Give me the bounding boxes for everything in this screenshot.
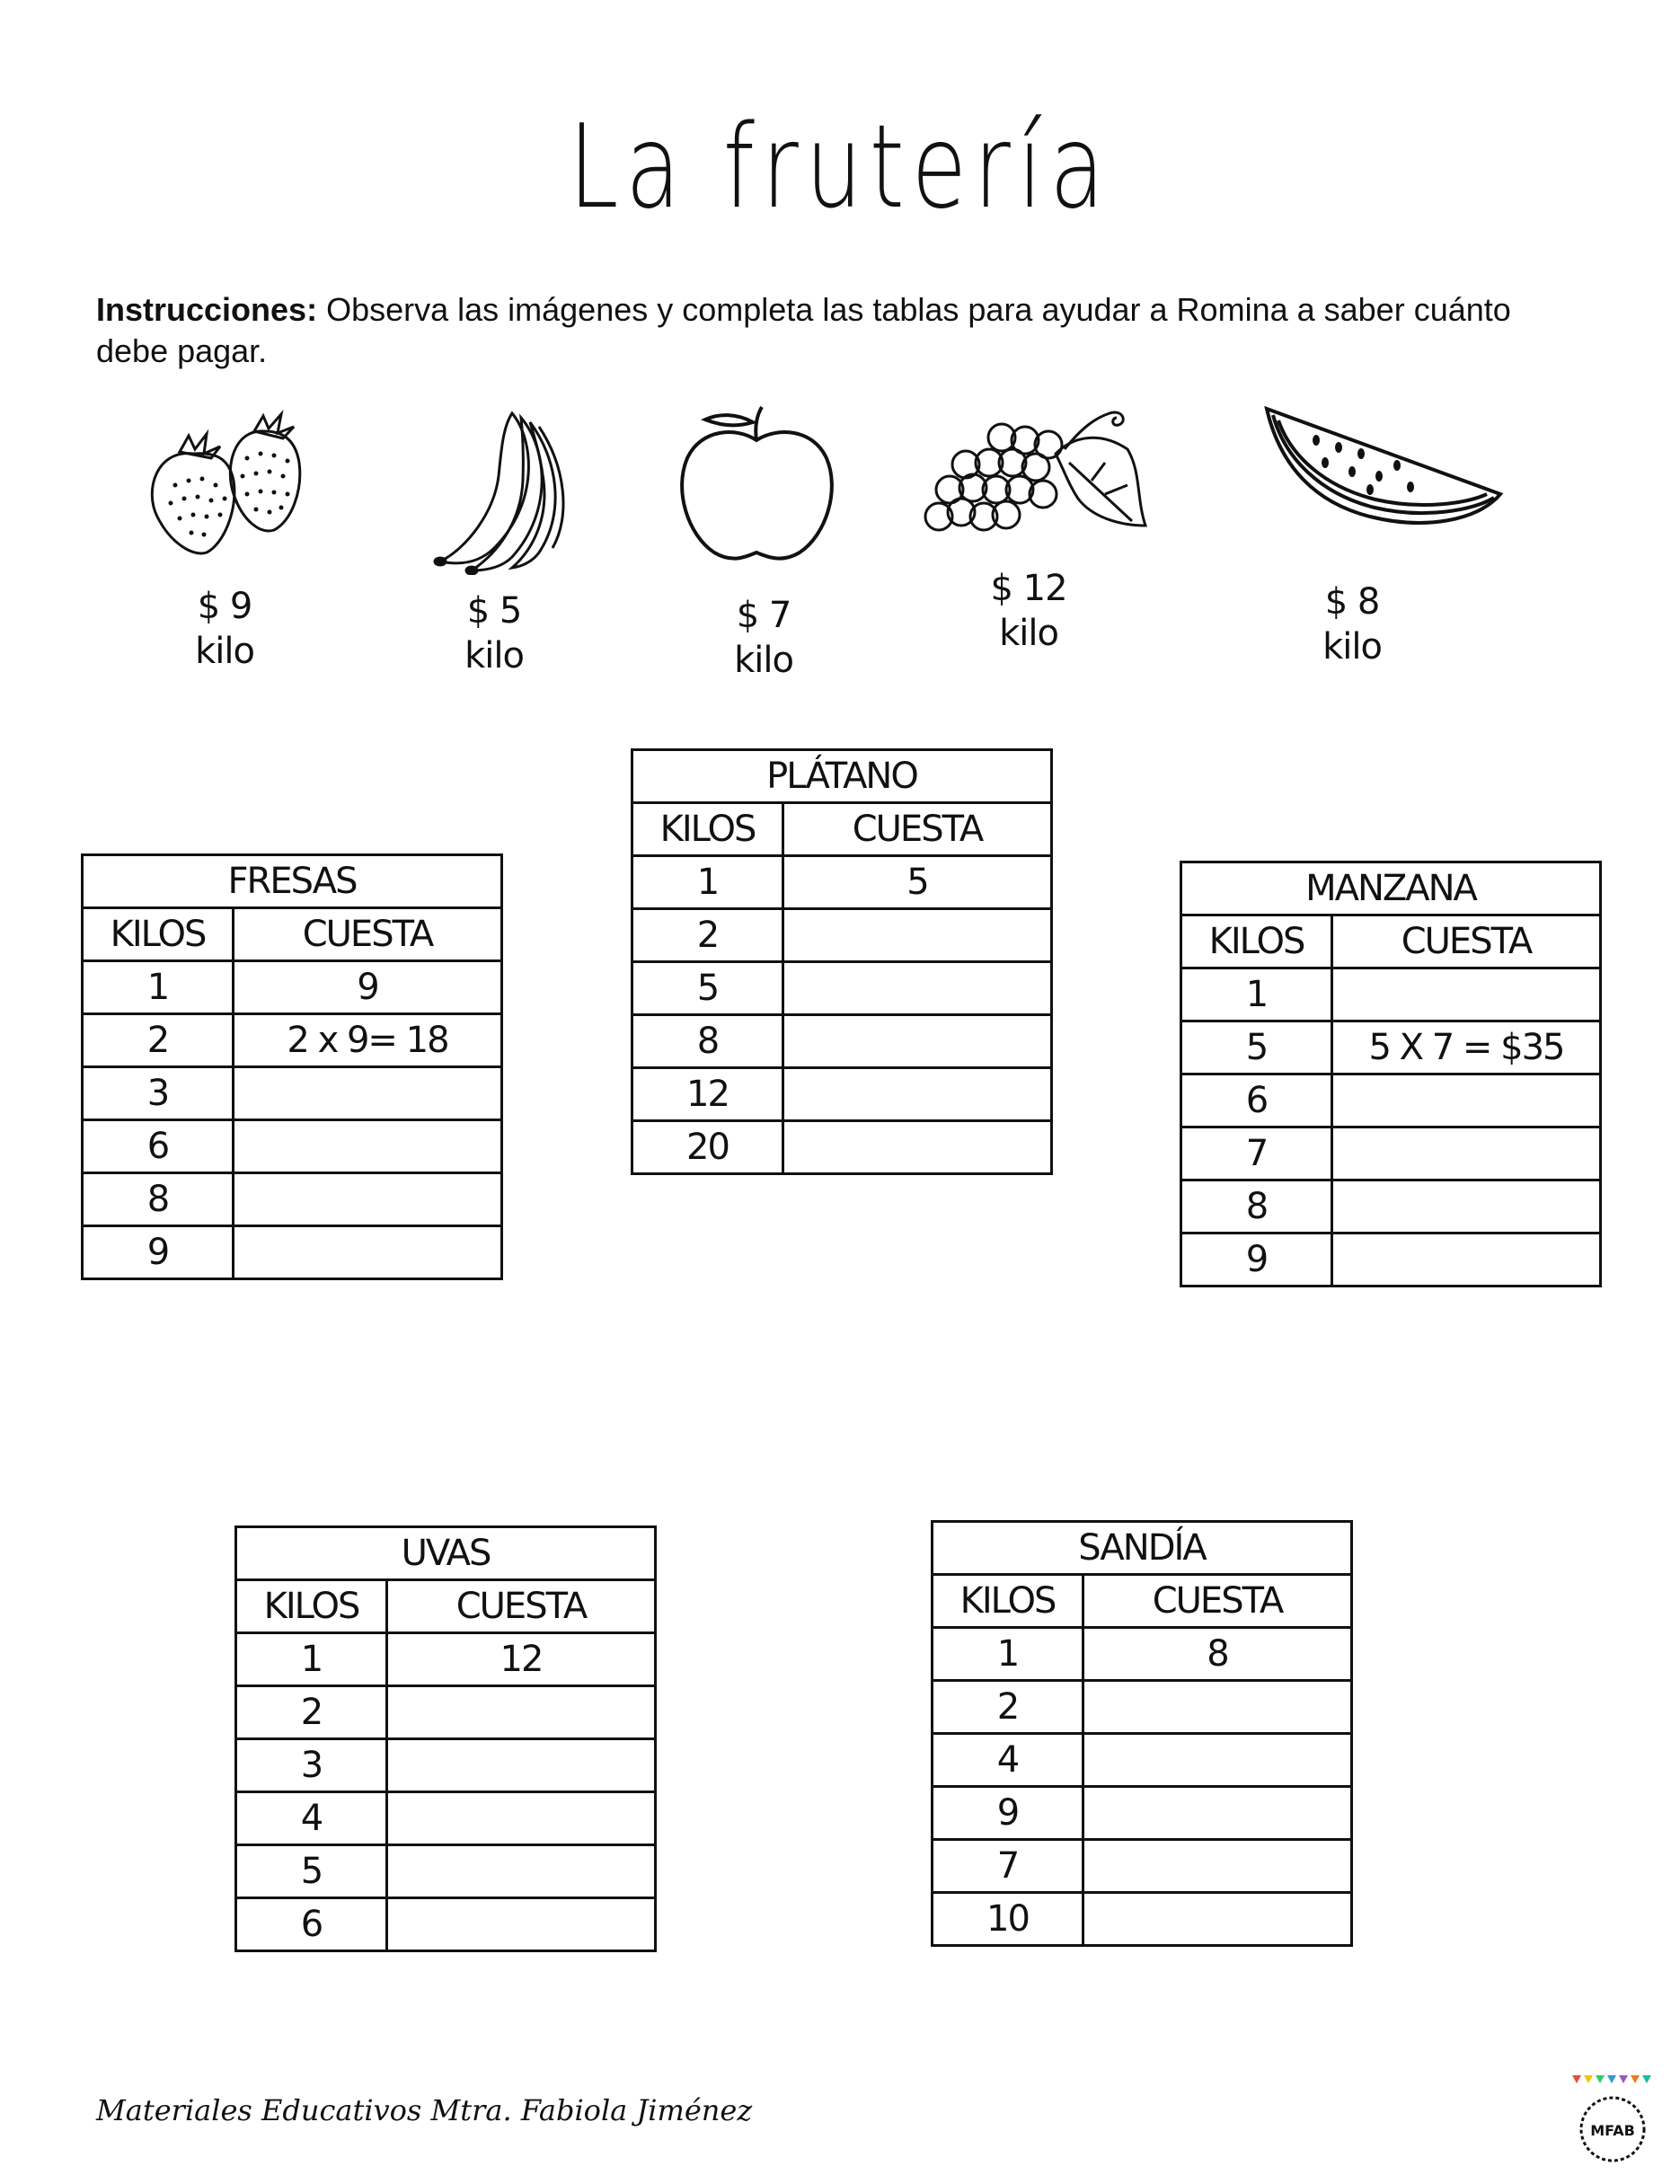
logo-icon bbox=[1568, 2071, 1658, 2170]
column-header-cuesta: CUESTA bbox=[1083, 1575, 1352, 1628]
price-unit: kilo bbox=[464, 635, 524, 676]
strawberry-icon bbox=[139, 409, 328, 561]
kilos-cell: 2 bbox=[83, 1014, 234, 1067]
table-row bbox=[1181, 968, 1601, 1021]
cost-cell[interactable] bbox=[1083, 1787, 1352, 1840]
cost-cell[interactable]: 5 bbox=[783, 856, 1052, 909]
table-row bbox=[933, 1893, 1352, 1946]
kilos-cell: 9 bbox=[1181, 1233, 1332, 1287]
price-watermelon bbox=[1253, 579, 1451, 669]
column-header-cuesta: CUESTA bbox=[783, 803, 1052, 856]
kilos-cell: 4 bbox=[933, 1734, 1083, 1787]
table-sandia bbox=[931, 1520, 1353, 1947]
column-header-kilos: KILOS bbox=[1181, 915, 1332, 968]
column-header-kilos: KILOS bbox=[236, 1580, 387, 1633]
price-unit: kilo bbox=[999, 613, 1058, 654]
table-row bbox=[1181, 1021, 1601, 1074]
price-value: $ 8 bbox=[1324, 581, 1380, 623]
kilos-cell: 5 bbox=[1181, 1021, 1332, 1074]
kilos-cell: 6 bbox=[83, 1120, 234, 1173]
table-row bbox=[933, 1628, 1352, 1681]
table-title: PLÁTANO bbox=[632, 750, 1052, 803]
table-row bbox=[933, 1840, 1352, 1893]
table-row bbox=[1181, 1233, 1601, 1287]
watermelon-icon bbox=[1262, 404, 1514, 530]
cost-cell[interactable] bbox=[1083, 1681, 1352, 1734]
cost-cell[interactable] bbox=[1083, 1734, 1352, 1787]
banana-icon bbox=[422, 404, 575, 575]
table-row bbox=[236, 1739, 656, 1792]
price-grapes bbox=[930, 566, 1127, 656]
logo-text: MFAB bbox=[1590, 2122, 1635, 2139]
table-row bbox=[632, 962, 1052, 1015]
cost-cell[interactable] bbox=[387, 1898, 656, 1951]
table-title: UVAS bbox=[236, 1527, 656, 1580]
column-header-kilos: KILOS bbox=[83, 908, 234, 961]
table-row bbox=[933, 1734, 1352, 1787]
price-apple bbox=[665, 593, 862, 683]
price-value: $ 9 bbox=[197, 586, 252, 627]
price-unit: kilo bbox=[734, 640, 793, 681]
kilos-cell: 6 bbox=[1181, 1074, 1332, 1127]
table-fresas bbox=[81, 853, 503, 1280]
column-header-cuesta: CUESTA bbox=[387, 1580, 656, 1633]
cost-cell[interactable] bbox=[1332, 1074, 1601, 1127]
instructions-text: Observa las imágenes y completa las tablas para ayudar a Romina a saber cuánto debe pagar. bbox=[96, 291, 1511, 369]
price-unit: kilo bbox=[195, 631, 254, 672]
kilos-cell: 2 bbox=[236, 1686, 387, 1739]
kilos-cell: 2 bbox=[632, 909, 783, 962]
cost-cell[interactable] bbox=[783, 962, 1052, 1015]
table-title: FRESAS bbox=[83, 855, 502, 908]
cost-cell[interactable] bbox=[387, 1845, 656, 1898]
cost-cell[interactable] bbox=[234, 1226, 502, 1279]
kilos-cell: 8 bbox=[83, 1173, 234, 1226]
table-row bbox=[83, 1067, 502, 1120]
table-row bbox=[236, 1792, 656, 1845]
table-row bbox=[83, 1014, 502, 1067]
table-manzana bbox=[1180, 861, 1602, 1287]
table-title: MANZANA bbox=[1181, 862, 1601, 915]
grapes-icon bbox=[912, 400, 1163, 544]
table-row bbox=[632, 1121, 1052, 1174]
cost-cell[interactable]: 8 bbox=[1083, 1628, 1352, 1681]
cost-cell[interactable]: 2 x 9= 18 bbox=[234, 1014, 502, 1067]
cost-cell[interactable] bbox=[387, 1739, 656, 1792]
column-header-cuesta: CUESTA bbox=[1332, 915, 1601, 968]
kilos-cell: 9 bbox=[933, 1787, 1083, 1840]
kilos-cell: 1 bbox=[632, 856, 783, 909]
table-row bbox=[1181, 1127, 1601, 1180]
table-row bbox=[83, 961, 502, 1014]
column-header-kilos: KILOS bbox=[632, 803, 783, 856]
cost-cell[interactable] bbox=[1083, 1840, 1352, 1893]
cost-cell[interactable]: 9 bbox=[234, 961, 502, 1014]
footer-credit: Materiales Educativos Mtra. Fabiola Jiménez bbox=[96, 2093, 753, 2127]
kilos-cell: 1 bbox=[236, 1633, 387, 1686]
kilos-cell: 8 bbox=[632, 1015, 783, 1068]
cost-cell[interactable]: 5 X 7 = $35 bbox=[1332, 1021, 1601, 1074]
table-row bbox=[632, 1015, 1052, 1068]
column-header-cuesta: CUESTA bbox=[234, 908, 502, 961]
table-row bbox=[236, 1898, 656, 1951]
cost-cell[interactable] bbox=[234, 1120, 502, 1173]
kilos-cell: 12 bbox=[632, 1068, 783, 1121]
table-title: SANDÍA bbox=[933, 1522, 1352, 1575]
price-value: $ 7 bbox=[736, 595, 791, 636]
table-row bbox=[236, 1845, 656, 1898]
table-row bbox=[632, 909, 1052, 962]
cost-cell[interactable] bbox=[783, 1015, 1052, 1068]
kilos-cell: 5 bbox=[632, 962, 783, 1015]
kilos-cell: 6 bbox=[236, 1898, 387, 1951]
cost-cell[interactable] bbox=[783, 1068, 1052, 1121]
table-row bbox=[236, 1633, 656, 1686]
price-banana bbox=[395, 588, 593, 678]
apple-icon bbox=[674, 400, 840, 566]
cost-cell[interactable] bbox=[1083, 1893, 1352, 1946]
cost-cell[interactable] bbox=[234, 1067, 502, 1120]
cost-cell[interactable] bbox=[234, 1173, 502, 1226]
table-row bbox=[933, 1787, 1352, 1840]
instructions-label: Instrucciones: bbox=[96, 291, 318, 328]
cost-cell[interactable] bbox=[783, 1121, 1052, 1174]
kilos-cell: 5 bbox=[236, 1845, 387, 1898]
cost-cell[interactable]: 12 bbox=[387, 1633, 656, 1686]
cost-cell[interactable] bbox=[387, 1792, 656, 1845]
cost-cell[interactable] bbox=[1332, 1233, 1601, 1287]
cost-cell[interactable] bbox=[1332, 1180, 1601, 1233]
cost-cell[interactable] bbox=[783, 909, 1052, 962]
cost-cell[interactable] bbox=[387, 1686, 656, 1739]
kilos-cell: 1 bbox=[83, 961, 234, 1014]
kilos-cell: 7 bbox=[1181, 1127, 1332, 1180]
table-row bbox=[83, 1226, 502, 1279]
table-platano bbox=[631, 748, 1053, 1175]
table-row bbox=[236, 1686, 656, 1739]
kilos-cell: 3 bbox=[236, 1739, 387, 1792]
kilos-cell: 20 bbox=[632, 1121, 783, 1174]
table-uvas bbox=[234, 1525, 657, 1952]
column-header-kilos: KILOS bbox=[933, 1575, 1083, 1628]
kilos-cell: 1 bbox=[933, 1628, 1083, 1681]
kilos-cell: 2 bbox=[933, 1681, 1083, 1734]
kilos-cell: 7 bbox=[933, 1840, 1083, 1893]
kilos-cell: 1 bbox=[1181, 968, 1332, 1021]
price-strawberry bbox=[126, 584, 323, 674]
price-value: $ 5 bbox=[466, 590, 522, 632]
kilos-cell: 8 bbox=[1181, 1180, 1332, 1233]
kilos-cell: 10 bbox=[933, 1893, 1083, 1946]
table-row bbox=[632, 1068, 1052, 1121]
price-unit: kilo bbox=[1322, 626, 1382, 668]
kilos-cell: 4 bbox=[236, 1792, 387, 1845]
cost-cell[interactable] bbox=[1332, 968, 1601, 1021]
price-value: $ 12 bbox=[990, 568, 1067, 609]
table-row bbox=[83, 1173, 502, 1226]
page-title: La frutería bbox=[568, 101, 1112, 234]
cost-cell[interactable] bbox=[1332, 1127, 1601, 1180]
instructions bbox=[96, 289, 1587, 372]
table-row bbox=[83, 1120, 502, 1173]
table-row bbox=[1181, 1074, 1601, 1127]
table-row bbox=[632, 856, 1052, 909]
table-row bbox=[933, 1681, 1352, 1734]
kilos-cell: 9 bbox=[83, 1226, 234, 1279]
table-row bbox=[1181, 1180, 1601, 1233]
kilos-cell: 3 bbox=[83, 1067, 234, 1120]
